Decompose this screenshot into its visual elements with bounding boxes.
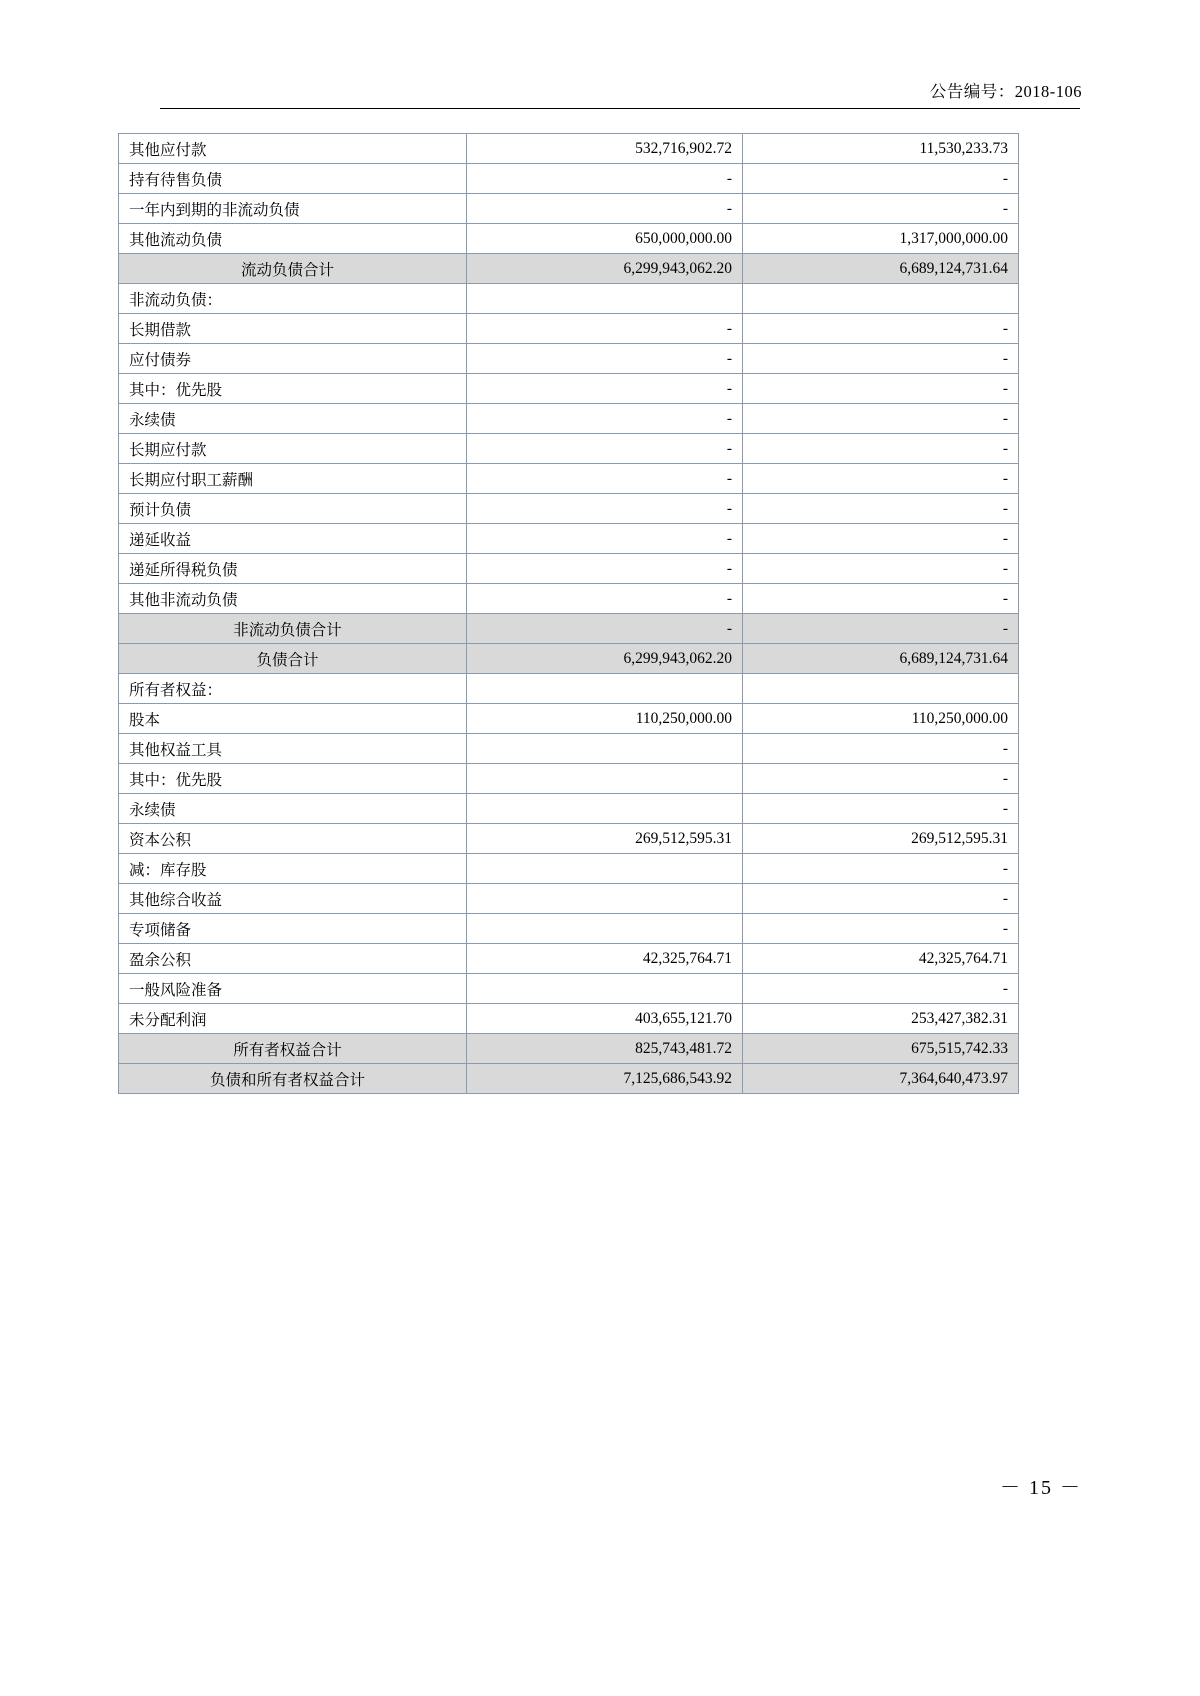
table-row: [119, 404, 1019, 434]
table-row: [119, 224, 1019, 254]
row-value-period-2: -: [743, 854, 1019, 884]
row-value-period-2: -: [743, 554, 1019, 584]
row-label: 所有者权益合计: [119, 1034, 467, 1064]
table-row: [119, 434, 1019, 464]
row-value-period-1: -: [467, 614, 743, 644]
row-value-period-2: -: [743, 374, 1019, 404]
row-label: 永续债: [119, 404, 467, 434]
row-label: 盈余公积: [119, 944, 467, 974]
table-row: [119, 524, 1019, 554]
row-value-period-1: 650,000,000.00: [467, 224, 743, 254]
row-value-period-2: -: [743, 524, 1019, 554]
row-value-period-2: [743, 674, 1019, 704]
row-label: 预计负债: [119, 494, 467, 524]
row-value-period-1: 6,299,943,062.20: [467, 644, 743, 674]
row-value-period-1: 7,125,686,543.92: [467, 1064, 743, 1094]
row-label: 递延收益: [119, 524, 467, 554]
row-value-period-2: 1,317,000,000.00: [743, 224, 1019, 254]
row-value-period-1: [467, 794, 743, 824]
table-row: [119, 914, 1019, 944]
row-value-period-1: 6,299,943,062.20: [467, 254, 743, 284]
row-value-period-1: [467, 884, 743, 914]
row-label: 资本公积: [119, 824, 467, 854]
row-value-period-1: -: [467, 194, 743, 224]
row-label: 长期借款: [119, 314, 467, 344]
row-label: 长期应付职工薪酬: [119, 464, 467, 494]
row-label: 持有待售负债: [119, 164, 467, 194]
row-value-period-2: -: [743, 584, 1019, 614]
row-value-period-2: -: [743, 974, 1019, 1004]
row-value-period-2: [743, 284, 1019, 314]
table-row: [119, 554, 1019, 584]
row-label: 一般风险准备: [119, 974, 467, 1004]
table-row: [119, 734, 1019, 764]
row-value-period-2: -: [743, 764, 1019, 794]
row-value-period-1: 110,250,000.00: [467, 704, 743, 734]
row-value-period-1: -: [467, 524, 743, 554]
row-value-period-2: -: [743, 494, 1019, 524]
row-value-period-2: 6,689,124,731.64: [743, 254, 1019, 284]
table-row: [119, 284, 1019, 314]
table-row: [119, 374, 1019, 404]
row-value-period-2: 110,250,000.00: [743, 704, 1019, 734]
row-value-period-1: [467, 734, 743, 764]
row-value-period-2: 11,530,233.73: [743, 134, 1019, 164]
row-value-period-2: 675,515,742.33: [743, 1034, 1019, 1064]
table-row: [119, 824, 1019, 854]
table-row: [119, 764, 1019, 794]
row-value-period-1: [467, 284, 743, 314]
row-value-period-2: -: [743, 884, 1019, 914]
table-row: [119, 584, 1019, 614]
row-value-period-1: -: [467, 554, 743, 584]
table-row: [119, 254, 1019, 284]
table-row: [119, 854, 1019, 884]
table-row: [119, 1034, 1019, 1064]
row-value-period-2: -: [743, 734, 1019, 764]
row-value-period-1: -: [467, 344, 743, 374]
row-label: 其他权益工具: [119, 734, 467, 764]
row-label: 其他应付款: [119, 134, 467, 164]
row-value-period-1: -: [467, 404, 743, 434]
header-divider: [160, 108, 1080, 109]
row-value-period-2: -: [743, 464, 1019, 494]
table-row: [119, 314, 1019, 344]
row-label: 减：库存股: [119, 854, 467, 884]
table-row: [119, 164, 1019, 194]
table-row: [119, 944, 1019, 974]
row-value-period-1: [467, 914, 743, 944]
row-label: 流动负债合计: [119, 254, 467, 284]
row-label: 一年内到期的非流动负债: [119, 194, 467, 224]
row-value-period-2: -: [743, 794, 1019, 824]
table-row: [119, 494, 1019, 524]
row-label: 永续债: [119, 794, 467, 824]
row-label: 非流动负债合计: [119, 614, 467, 644]
row-label: 其中：优先股: [119, 764, 467, 794]
row-label: 所有者权益：: [119, 674, 467, 704]
row-value-period-1: -: [467, 584, 743, 614]
row-label: 未分配利润: [119, 1004, 467, 1034]
table-row: [119, 464, 1019, 494]
balance-sheet-table: [118, 133, 1019, 1094]
row-value-period-1: -: [467, 374, 743, 404]
row-label: 递延所得税负债: [119, 554, 467, 584]
row-value-period-2: -: [743, 404, 1019, 434]
row-label: 专项储备: [119, 914, 467, 944]
table-row: [119, 884, 1019, 914]
row-label: 非流动负债：: [119, 284, 467, 314]
row-label: 股本: [119, 704, 467, 734]
row-label: 其他综合收益: [119, 884, 467, 914]
row-value-period-2: -: [743, 614, 1019, 644]
row-label: 其他流动负债: [119, 224, 467, 254]
row-value-period-2: 42,325,764.71: [743, 944, 1019, 974]
row-label: 负债合计: [119, 644, 467, 674]
row-value-period-1: -: [467, 164, 743, 194]
row-value-period-2: -: [743, 314, 1019, 344]
row-label: 其他非流动负债: [119, 584, 467, 614]
row-value-period-2: -: [743, 434, 1019, 464]
table-row: [119, 614, 1019, 644]
row-label: 负债和所有者权益合计: [119, 1064, 467, 1094]
table-row: [119, 344, 1019, 374]
row-value-period-2: 6,689,124,731.64: [743, 644, 1019, 674]
row-value-period-1: [467, 764, 743, 794]
row-value-period-2: 253,427,382.31: [743, 1004, 1019, 1034]
table-row: [119, 794, 1019, 824]
row-value-period-1: -: [467, 434, 743, 464]
row-value-period-1: -: [467, 464, 743, 494]
row-value-period-1: [467, 974, 743, 1004]
row-value-period-2: -: [743, 914, 1019, 944]
table-row: [119, 674, 1019, 704]
table-row: [119, 194, 1019, 224]
row-value-period-1: -: [467, 494, 743, 524]
table-row: [119, 704, 1019, 734]
row-value-period-1: [467, 854, 743, 884]
page-number: － 15 －: [1000, 1477, 1082, 1499]
row-value-period-2: -: [743, 164, 1019, 194]
row-value-period-1: 532,716,902.72: [467, 134, 743, 164]
row-label: 长期应付款: [119, 434, 467, 464]
table-row: [119, 1004, 1019, 1034]
row-value-period-2: 269,512,595.31: [743, 824, 1019, 854]
row-value-period-1: 403,655,121.70: [467, 1004, 743, 1034]
row-value-period-2: -: [743, 194, 1019, 224]
table-row: [119, 1064, 1019, 1094]
row-value-period-2: -: [743, 344, 1019, 374]
row-value-period-1: 825,743,481.72: [467, 1034, 743, 1064]
announcement-number: 公告编号：2018-106: [929, 82, 1082, 101]
row-value-period-1: 269,512,595.31: [467, 824, 743, 854]
row-value-period-1: 42,325,764.71: [467, 944, 743, 974]
table-row: [119, 974, 1019, 1004]
table-row: [119, 134, 1019, 164]
row-label: 其中：优先股: [119, 374, 467, 404]
row-value-period-2: 7,364,640,473.97: [743, 1064, 1019, 1094]
table-row: [119, 644, 1019, 674]
row-label: 应付债券: [119, 344, 467, 374]
row-value-period-1: [467, 674, 743, 704]
row-value-period-1: -: [467, 314, 743, 344]
